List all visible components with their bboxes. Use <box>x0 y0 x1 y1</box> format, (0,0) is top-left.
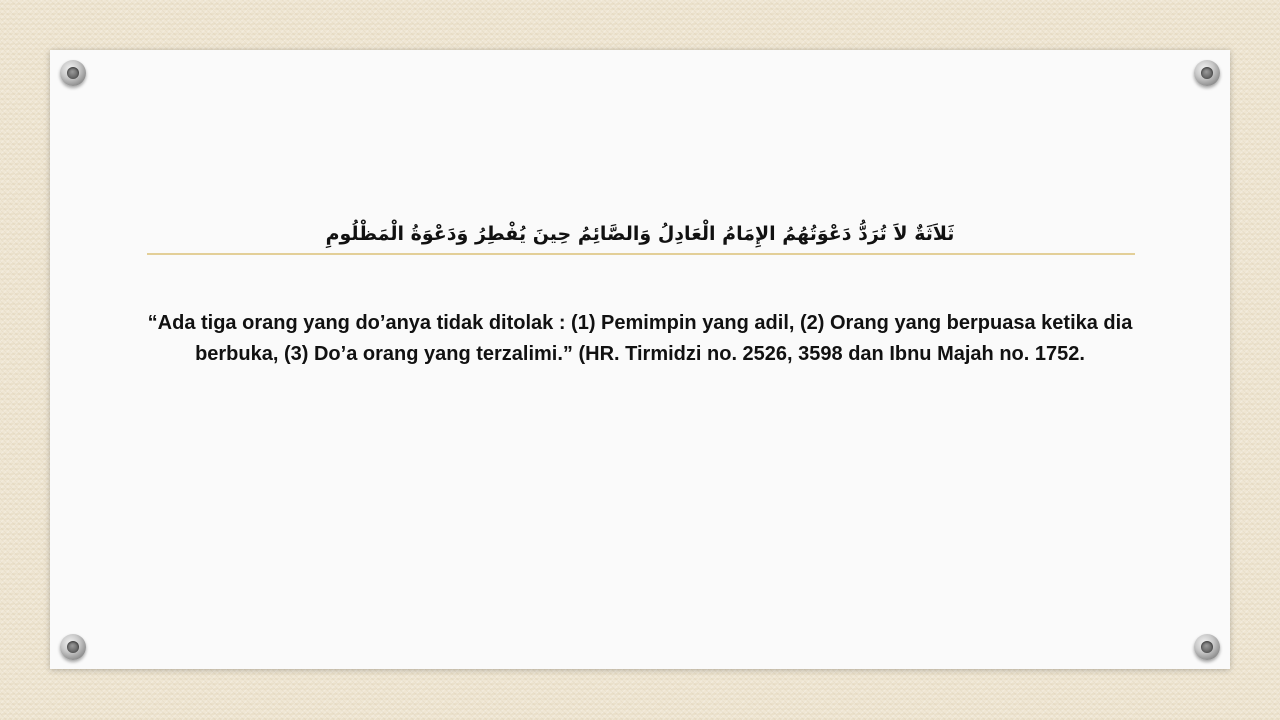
pushpin-icon <box>60 634 86 660</box>
divider-line <box>147 253 1135 255</box>
arabic-hadith-text: ثَلاَثَةٌ لاَ تُرَدُّ دَعْوَتُهُمُ الإِمَامُ الْعَادِلُ وَالصَّائِمُ حِينَ يُفْطِرُ وَدَعْوَةُ الْمَظْلُومِ <box>325 223 955 245</box>
pushpin-icon <box>1194 634 1220 660</box>
pushpin-icon <box>1194 60 1220 86</box>
translation-text: “Ada tiga orang yang do’anya tidak ditolak : (1) Pemimpin yang adil, (2) Orang yang berpuasa ketika dia berbuka, (3) Do’a orang yang terzalimi.” (HR. Tirmidzi no. 2526, 3598 dan Ibnu Majah no. 1752. <box>147 312 1133 365</box>
pushpin-icon <box>60 60 86 86</box>
